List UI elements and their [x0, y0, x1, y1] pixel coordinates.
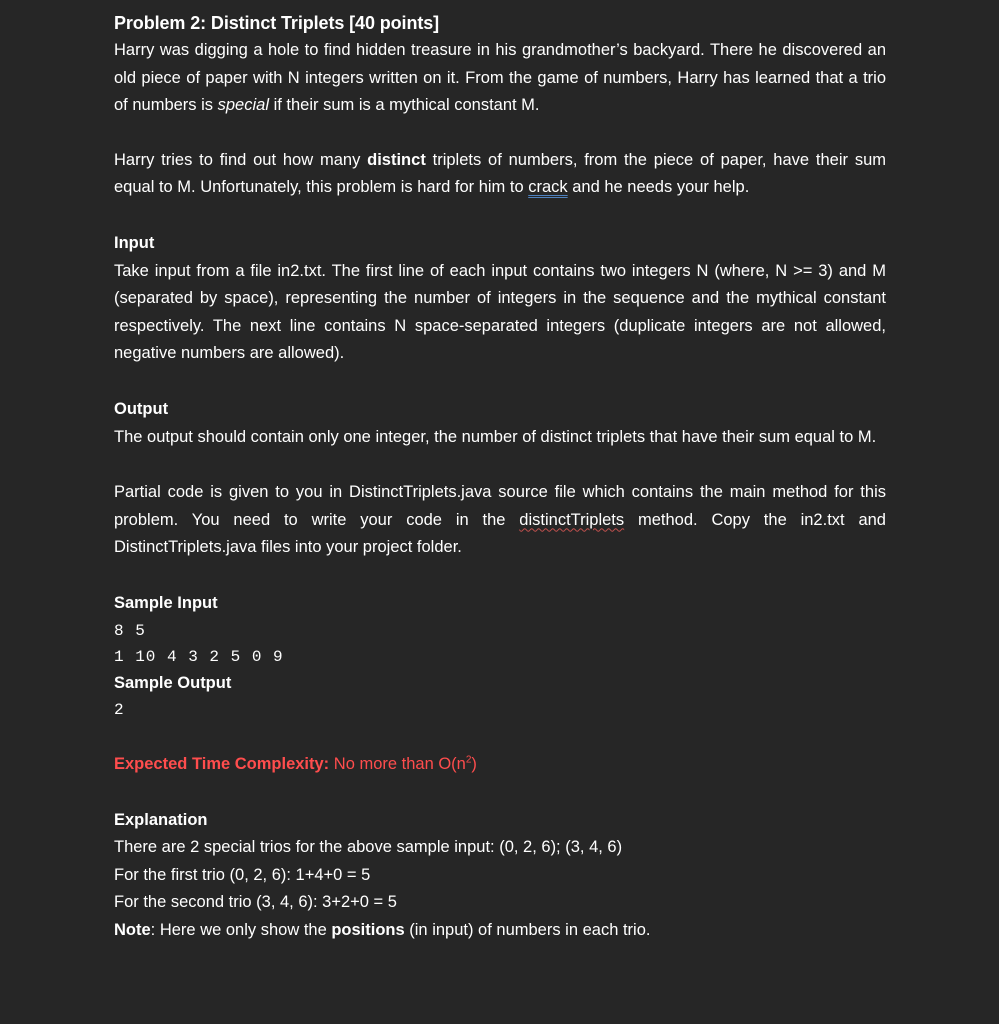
problem-title: Problem 2: Distinct Triplets [40 points]: [114, 13, 440, 33]
explanation-note: [114, 917, 886, 945]
partial-code-text-end: method. Copy the in2.txt and DistinctTriplets.java files into your project folder.: [114, 510, 886, 557]
sample-input-line-2: 1 10 4 3 2 5 0 9: [114, 647, 284, 666]
explanation-line-1: There are 2 special trios for the above sample input: (0, 2, 6); (3, 4, 6): [114, 838, 623, 857]
sample-output-value: 2: [114, 701, 125, 720]
explanation-heading: Explanation: [114, 810, 208, 829]
distinct-term: distinct: [367, 150, 426, 169]
input-heading: Input: [114, 233, 155, 252]
intro-p1-text-end: if their sum is a mythical constant M.: [269, 96, 540, 115]
partial-code-text: Partial code is given to you in DistinctTriplets.java source file which contains the main method for this problem. You need to write your code in the: [114, 483, 886, 529]
note-label: Note: [114, 921, 151, 940]
sample-input-heading: Sample Input: [114, 593, 218, 612]
special-term: special: [217, 96, 269, 115]
intro-p2-text-end: and he needs your help.: [567, 178, 750, 197]
explanation-line-2: For the first trio (0, 2, 6): 1+4+0 = 5: [114, 865, 371, 884]
complexity-exponent: 2: [465, 754, 472, 766]
intro-p2-text-mid: triplets of numbers, from the piece of paper, have their sum equal to M. Unfortunately, this problem is hard for him to: [114, 150, 886, 197]
positions-term: positions: [331, 921, 405, 940]
complexity-value-suffix: ): [471, 755, 477, 774]
complexity-label: Expected Time Complexity:: [114, 755, 330, 774]
method-name: distinctTriplets: [519, 510, 625, 529]
output-heading: Output: [114, 399, 169, 418]
complexity-value-prefix: No more than O(n: [333, 755, 466, 774]
intro-paragraph-1: [114, 37, 886, 120]
explanation-line-3: For the second trio (3, 4, 6): 3+2+0 = 5: [114, 893, 397, 912]
output-description: The output should contain only one integer, the number of distinct triplets that have their sum equal to M.: [114, 427, 877, 446]
sample-input-line-1: 8 5: [114, 621, 146, 640]
document: [114, 10, 886, 945]
note-text-end: (in input) of numbers in each trio.: [404, 921, 651, 940]
complexity-line: [114, 751, 886, 779]
crack-word: crack: [528, 178, 568, 197]
intro-paragraph-2: [114, 147, 886, 202]
intro-p2-text: Harry tries to find out how many: [114, 150, 368, 169]
partial-code-paragraph: [114, 479, 886, 562]
intro-p1-text: Harry was digging a hole to find hidden treasure in his grandmother’s backyard. There he discovered an old piece of paper with N integers written on it. From the game of numbers, Harry has learned that a trio of numbers is: [114, 41, 886, 115]
note-text: : Here we only show the: [150, 921, 332, 940]
input-description: Take input from a file in2.txt. The first line of each input contains two integers N (where, N >= 3) and M (separated by space), representing the number of integers in the sequence and the mythical constant respectively. The next line contains N space-separated integers (duplicate integers are not allowed, negative numbers are allowed).: [114, 261, 886, 363]
complexity-value: [334, 755, 477, 773]
sample-output-heading: Sample Output: [114, 673, 232, 692]
